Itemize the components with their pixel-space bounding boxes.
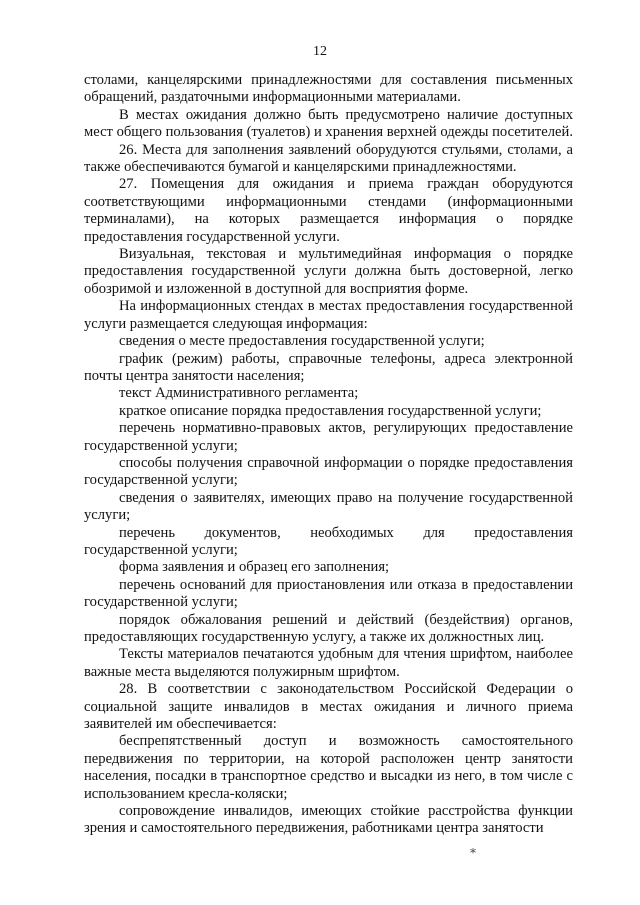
paragraph: В местах ожидания должно быть предусмотрено наличие доступных мест общего пользования (туалетов) и хранения верхней одежды посетителей. [84,106,573,141]
document-body [84,72,573,838]
paragraph: столами, канцелярскими принадлежностями для составления письменных обращений, раздаточными информационными материалами. [84,72,573,106]
list-item: способы получения справочной информации о порядке предоставления государственной услуги; [84,454,573,489]
paragraph: Тексты материалов печатаются удобным для чтения шрифтом, наиболее важные места выделяются полужирным шрифтом. [84,646,573,680]
list-item: беспрепятственный доступ и возможность самостоятельного передвижения по территории, на которой расположен центр занятости населения, посадки в транспортное средство и высадки из него, в том числе с использованием кресла-коляски; [84,733,573,802]
list-item: форма заявления и образец его заполнения; [119,559,390,576]
paragraph: Визуальная, текстовая и мультимедийная информация о порядке предоставления государственной услуги должна быть достоверной, легко обозримой и изложенной в доступной для восприятия форме. [84,246,573,297]
list-item: сопровождение инвалидов, имеющих стойкие расстройства функции зрения и самостоятельного передвижения, работниками центра занятости [84,803,573,837]
list-item: краткое описание порядка предоставления государственной услуги; [119,402,542,419]
paragraph: 28. В соответствии с законодательством Российской Федерации о социальной защите инвалидов в местах ожидания и личного приема заявителей им обеспечивается: [84,681,573,733]
paragraph: 27. Помещения для ожидания и приема граждан оборудуются соответствующими информационными стендами (информационными терминалами), на которых размещается информация о порядке предоставления государственной услуги. [84,176,573,245]
list-item: сведения о заявителях, имеющих право на получение государственной услуги; [84,489,573,524]
list-item: порядок обжалования решений и действий (бездействия) органов, предоставляющих государственную услугу, а также их должностных лиц. [84,611,573,645]
page-number: 12 [313,44,327,59]
list-item: перечень оснований для приостановления или отказа в предоставлении государственной услуги; [84,576,573,611]
list-item: сведения о месте предоставления государственной услуги; [119,333,485,350]
list-item: текст Административного регламента; [119,385,359,402]
paragraph: 26. Места для заполнения заявлений оборудуются стульями, столами, а также обеспечиваются бумагой и канцелярскими принадлежностями. [84,141,573,176]
list-item: перечень документов, необходимых для предоставления государственной услуги; [84,524,573,558]
paragraph: На информационных стендах в местах предоставления государственной услуги размещается следующая информация: [84,298,573,332]
list-item: график (режим) работы, справочные телефоны, адреса электронной почты центра занятости населения; [84,350,573,384]
scan-speck-mark: ⁎ [470,842,476,856]
list-item: перечень нормативно-правовых актов, регулирующих предоставление государственной услуги; [84,420,573,454]
